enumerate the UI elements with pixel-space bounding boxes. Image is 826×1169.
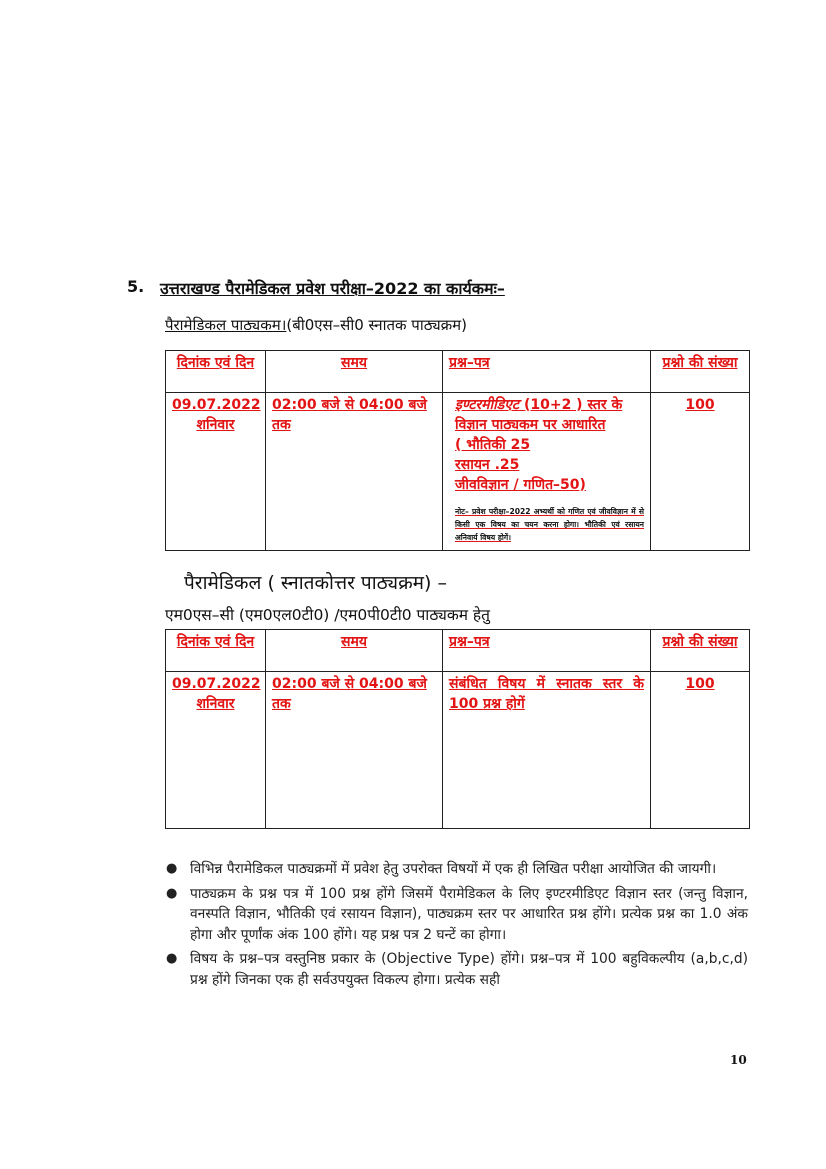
instruction-list [160,859,748,994]
header-paper: प्रश्न–पत्र [443,351,651,393]
pg-subtitle: एम0एस–सी (एम0एल0टी0) /एम0पी0टी0 पाठ्यकम हेतु [165,606,490,624]
ug-subtitle-underlined: पैरामेडिकल पाठ्यकम। [165,316,287,334]
header-count: प्रश्नो की संख्या [651,630,750,672]
bullet-icon: ● [166,951,178,966]
header-paper: प्रश्न–पत्र [443,630,651,672]
date-cell [166,672,266,829]
paper-line-2: विज्ञान पाठ्यकम पर आधारित [455,417,606,433]
list-item: ● विषय के प्रश्न–पत्र वस्तुनिष्ठ प्रकार के (Objective Type) होंगे। प्रश्न–पत्र में 100 बहुविकल्पीय (a,b,c,d) प्रश्न होंगे जिनका एक ही सर्वउपयुक्त विकल्प होगा। प्रत्येक सही [166,951,748,988]
list-item: ● पाठ्यक्रम के प्रश्न पत्र में 100 प्रश्न होंगे जिसमें पैरामेडिकल के लिए इण्टरमीडिएट विज्ञान स्तर (जन्तु विज्ञान, वनस्पति विज्ञान, भौतिकी एवं रसायन विज्ञान), पाठ्यक्रम स्तर पर आधारित प्रश्न होंगे। प्रत्येक प्रश्न का 1.0 अंक होगा और पूर्णांक अंक 100 होंगे। यह प्रश्न पत्र 2 घन्टें का होगा। [166,885,748,943]
list-item: ● विभिन्न पैरामेडिकल पाठ्यक्रमों में प्रवेश हेतु उपरोक्त विषयों में एक ही लिखित परीक्षा आयोजित की जायगी। [160,859,748,880]
ug-subtitle-rest: (बी0एस–सी0 स्नातक पाठ्यक्रम) [286,316,467,334]
section-title: उत्तराखण्ड पैरामेडिकल प्रवेश परीक्षा–2022 का कार्यकमः– [160,279,505,298]
pg-title: पैरामेडिकल ( स्नातकोत्तर पाठ्यक्रम) – [184,572,447,594]
exam-note: नोट– प्रवेश परीक्षा–2022 अभ्यर्थी को गणित एवं जीवविज्ञान में से किसी एक विषय का चयन करना होगा। भौतिकी एवं रसायन अनिवार्य विषय होगें। [455,507,644,542]
table-row [166,393,750,551]
pg-schedule-table [165,629,750,829]
question-count: 100 [651,393,750,551]
paper-cell [443,393,651,551]
table-row [166,672,750,829]
date-cell [166,393,266,551]
ug-schedule-table [165,350,750,551]
exam-time: 02:00 बजे से 04:00 बजे तक [266,393,443,551]
section-number: 5. [127,277,145,296]
paper-cell: संबंधित विषय में स्नातक स्तर के 100 प्रश्न होगें [443,672,651,829]
exam-day: शनिवार [196,696,235,712]
table-header-row [166,351,750,393]
header-time: समय [266,351,443,393]
bullet-icon: ● [166,861,178,876]
table-header-row [166,630,750,672]
paper-line-3: ( भौतिकी 25 [455,437,531,453]
ug-subtitle [165,315,467,335]
exam-date: 09.07.2022 [172,676,261,692]
paper-line-4: रसायन .25 [455,457,520,473]
header-date: दिनांक एवं दिन [166,351,266,393]
exam-day: शनिवार [196,417,235,433]
exam-date: 09.07.2022 [172,397,261,413]
header-count: प्रश्नो की संख्या [651,351,750,393]
page-number: 10 [730,1053,747,1067]
bullet-icon: ● [166,885,178,901]
header-date: दिनांक एवं दिन [166,630,266,672]
header-time: समय [266,630,443,672]
paper-italic: इण्टरमीडिएट [455,397,520,413]
question-count: 100 [651,672,750,829]
paper-line-5: जीवविज्ञान / गणित–50) [455,477,586,493]
exam-time: 02:00 बजे से 04:00 बजे तक [266,672,443,829]
paper-line-1: इण्टरमीडिएट (10+2 ) स्तर के [455,397,623,413]
